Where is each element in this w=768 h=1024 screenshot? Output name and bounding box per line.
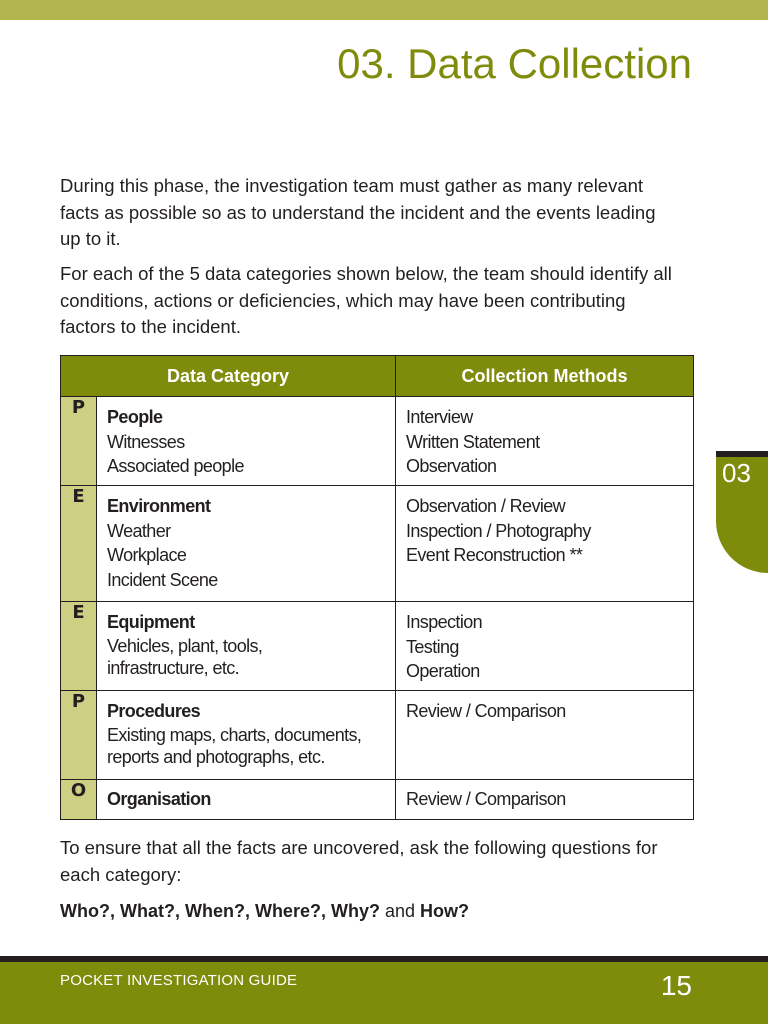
category-item: Workplace xyxy=(107,545,187,565)
method-item: Inspection / Photography xyxy=(406,520,591,541)
method-item: Observation xyxy=(406,456,497,476)
questions-bold: Who?, What?, When?, Where?, Why? xyxy=(60,901,380,921)
methods-cell xyxy=(396,780,694,820)
table-row xyxy=(61,397,694,486)
category-item: Existing maps, charts, documents, xyxy=(107,724,362,745)
table-row xyxy=(61,486,694,602)
method-item: Testing xyxy=(406,636,459,657)
page-number: 15 xyxy=(660,970,692,1001)
category-letter: E xyxy=(61,602,97,691)
method-item: Event Reconstruction ** xyxy=(406,545,583,565)
table-row xyxy=(61,780,694,820)
footer-title: POCKET INVESTIGATION GUIDE xyxy=(60,972,298,989)
header-data-category: Data Category xyxy=(61,356,396,397)
category-title: People xyxy=(107,407,163,427)
category-title: Environment xyxy=(107,496,211,516)
category-title: Equipment xyxy=(107,612,195,632)
methods-cell xyxy=(396,691,694,780)
data-category-table xyxy=(60,355,694,820)
category-item: infrastructure, etc. xyxy=(107,657,240,678)
category-letter: O xyxy=(61,780,97,820)
outro-paragraph: To ensure that all the facts are uncovered, ask the following questions for each category: xyxy=(60,837,658,885)
method-item: Review / Comparison xyxy=(406,789,566,809)
category-item: Incident Scene xyxy=(107,569,218,590)
chapter-tab-label: 03 xyxy=(722,458,751,488)
methods-cell xyxy=(396,602,694,691)
category-cell xyxy=(97,486,396,602)
category-letter: E xyxy=(61,486,97,602)
table-header-row xyxy=(61,356,694,397)
questions-line xyxy=(60,898,469,924)
method-item: Review / Comparison xyxy=(406,701,566,721)
category-title: Procedures xyxy=(107,701,201,721)
questions-how: How? xyxy=(420,901,470,921)
category-letter: P xyxy=(61,397,97,486)
method-item: Interview xyxy=(406,407,473,427)
method-item: Written Statement xyxy=(406,431,540,452)
category-item: Weather xyxy=(107,520,171,541)
category-letter: P xyxy=(61,691,97,780)
methods-cell xyxy=(396,397,694,486)
footer-bar xyxy=(0,956,768,1024)
table-row xyxy=(61,691,694,780)
page-title: 03. Data Collection xyxy=(337,40,692,87)
category-cell xyxy=(97,780,396,820)
category-item: Witnesses xyxy=(107,431,185,452)
table-row xyxy=(61,602,694,691)
method-item: Operation xyxy=(406,661,480,681)
method-item: Observation / Review xyxy=(406,496,566,516)
category-item: Associated people xyxy=(107,456,244,476)
intro-paragraph-2: For each of the 5 data categories shown below, the team should identify all conditions, actions or deficiencies, which may have been contributing factors to the incident. xyxy=(60,263,672,337)
category-item: reports and photographs, etc. xyxy=(107,746,325,767)
questions-and: and xyxy=(384,901,416,921)
category-item: Vehicles, plant, tools, xyxy=(107,635,263,656)
header-collection-methods: Collection Methods xyxy=(396,356,694,397)
category-title: Organisation xyxy=(107,789,211,809)
category-cell xyxy=(97,691,396,780)
category-cell xyxy=(97,602,396,691)
category-cell xyxy=(97,397,396,486)
top-band xyxy=(0,0,768,20)
method-item: Inspection xyxy=(406,612,483,632)
intro-paragraph-1: During this phase, the investigation team must gather as many relevant facts as possible so as to understand the incident and the events leading up to it. xyxy=(60,175,656,249)
methods-cell xyxy=(396,486,694,602)
